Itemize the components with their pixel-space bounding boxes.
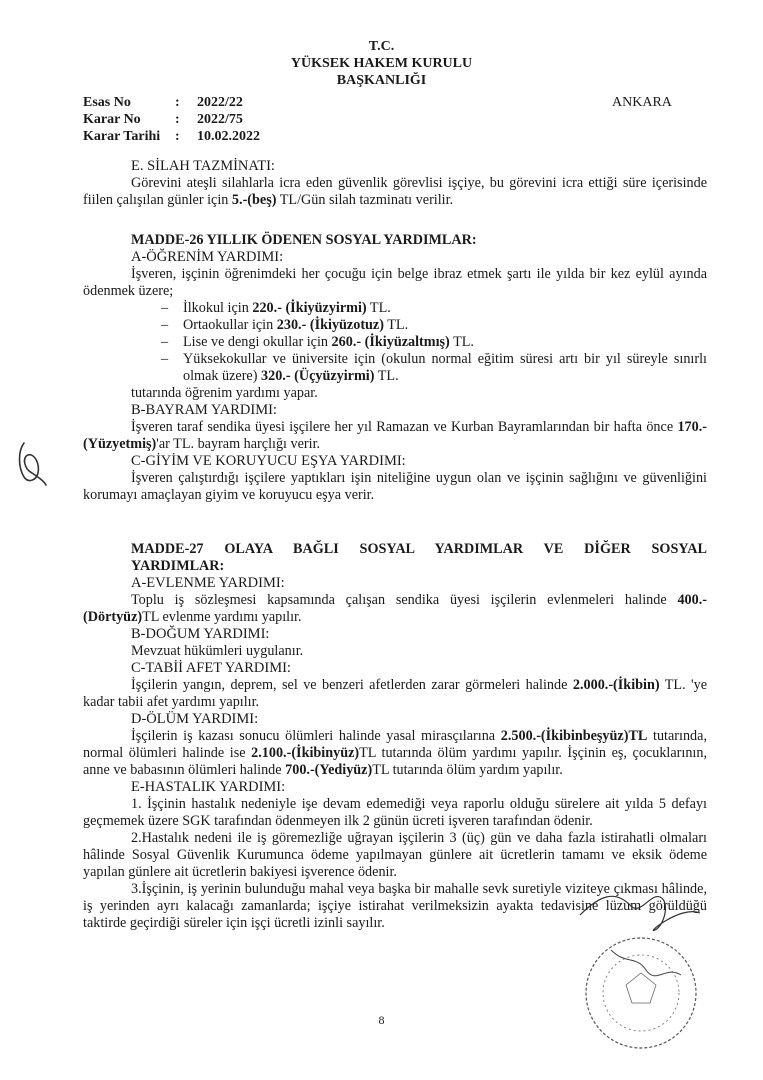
header-tc: T.C. — [368, 39, 395, 54]
silah-text-2: TL/Gün silah tazminatı verilir. — [276, 192, 454, 208]
ogrenim-list — [83, 300, 707, 385]
header-department: BAŞKANLIĞI — [336, 73, 427, 88]
item-text: Ortaokullar için — [183, 317, 277, 333]
item-text: İlkokul için — [183, 300, 253, 316]
list-item — [161, 334, 707, 351]
list-item — [161, 300, 707, 317]
madde-26-title: MADDE-26 YILLIK ÖDENEN SOSYAL YARDIMLAR: — [131, 232, 477, 248]
official-stamp-icon — [566, 925, 706, 1055]
afet-text-1: İşçilerin yangın, deprem, sel ve benzeri afetlerden zarar görmeleri halinde — [131, 677, 573, 693]
giyim-text: İşveren çalıştırdığı işçilere yaptıkları işin niteliğine uygun olan ve işçinin sağlığını ve güvenliğini korumayı amaçlayan giyim ve koruyucu eşya verir. — [83, 470, 707, 503]
city-label: ANKARA — [612, 95, 672, 110]
silah-paragraph — [83, 175, 707, 209]
olum-text-4: TL tutarında ölüm yardım yapılır. — [372, 762, 563, 778]
karar-label: Karar No — [83, 112, 141, 127]
olum-paragraph — [83, 728, 707, 779]
silah-text-1: Görevini ateşli silahlarla icra eden güvenlik görevlisi işçiye, bu görevini icra ettiği süre içerisinde fiilen çalışılan günler için — [83, 175, 707, 208]
dogum-text: Mevzuat hükümleri uygulanır. — [131, 643, 304, 659]
list-item — [161, 317, 707, 334]
ogrenim-text: İşveren, işçinin öğrenimdeki her çocuğu için belge ibraz etmek şartı ile yılda bir kez eylül ayında ödenmek üzere; — [83, 266, 707, 299]
item-text: Yüksekokullar ve üniversite için (okulun normal eğitim süresi artı bir yıl süreyle sınırlı olmak üzere) — [183, 351, 707, 384]
handwritten-initial-icon — [16, 437, 48, 487]
afet-amount: 2.000.-(İkibin) — [572, 677, 660, 693]
hastalik-item-1: 1. İşçinin hastalık nedeniyle işe devam edemediği veya raporlu olduğu sürelere ait yılda 5 defayı geçmemek üzere SGK tarafından ödenmeyen ilk 2 günün ücreti işveren tarafından ödenir. — [83, 796, 707, 829]
page-number: 8 — [378, 1013, 385, 1027]
evlenme-text-1: Toplu iş sözleşmesi kapsamında çalışan sendika üyesi işçilerin evlenmeleri halinde — [131, 592, 678, 608]
olum-text-2: tutarında, normal ölümleri halinde ise — [83, 728, 707, 761]
item-amount: 230.- (İkiyüzotuz) — [276, 317, 384, 333]
hastalik-item-2: 2.Hastalık nedeni ile iş göremezliğe uğrayan işçilerin 3 (üç) gün ve daha fazla istirahatli olmaları hâlinde Sosyal Güvenlik Kurumunca ödeme yapılmayan günlere ait ücretlerin tamamı ve eksik ödeme yapılan günlere ait ücretlerin bakiyesi işverence ödenir. — [83, 830, 707, 880]
item-amount: 220.- (İkiyüzyirmi) — [252, 300, 367, 316]
item-unit: TL. — [383, 317, 409, 333]
giyim-title: C-GİYİM VE KORUYUCU EŞYA YARDIMI: — [131, 453, 406, 469]
esas-label: Esas No — [83, 95, 131, 110]
tarih-label: Karar Tarihi — [83, 129, 161, 144]
ogrenim-title: A-ÖĞRENİM YARDIMI: — [131, 249, 284, 265]
karar-value: 2022/75 — [197, 112, 243, 127]
item-amount: 260.- (İkiyüzaltmış) — [331, 334, 450, 350]
bayram-amount: 170.-(Yüzyetmiş) — [83, 419, 707, 452]
item-unit: TL. — [374, 368, 399, 384]
silah-section — [83, 158, 707, 209]
olum-amount-1: 2.500.-(İkibinbeşyüz)TL — [500, 728, 648, 744]
madde-27-section — [83, 541, 707, 932]
olum-amount-2: 2.100.-(İkibinyüz) — [251, 745, 360, 761]
silah-amount: 5.-(beş) — [231, 192, 277, 208]
olum-amount-3: 700.-(Yediyüz) — [285, 762, 373, 778]
item-amount: 320.- (Üçyüzyirmi) — [261, 368, 375, 384]
karar-colon: : — [175, 112, 180, 127]
madde-27-title-line2: YARDIMLAR: — [131, 558, 225, 574]
evlenme-title: A-EVLENME YARDIMI: — [131, 575, 285, 591]
evlenme-paragraph — [83, 592, 707, 626]
header-institution: YÜKSEK HAKEM KURULU — [290, 56, 473, 71]
tarih-value: 10.02.2022 — [197, 129, 260, 144]
ogrenim-end: tutarında öğrenim yardımı yapar. — [131, 385, 318, 401]
bayram-text-1: İşveren taraf sendika üyesi işçilere her yıl Ramazan ve Kurban Bayramlarından bir hafta önce — [131, 419, 678, 435]
madde-27-title-line1: MADDE-27 OLAYA BAĞLI SOSYAL YARDIMLAR VE DİĞER SOSYAL — [131, 541, 707, 557]
item-unit: TL. — [449, 334, 474, 350]
afet-text-2: TL. 'ye kadar tabii afet yardımı yapılır. — [83, 677, 707, 710]
afet-title: C-TABİİ AFET YARDIMI: — [131, 660, 291, 676]
olum-title: D-ÖLÜM YARDIMI: — [131, 711, 259, 727]
item-unit: TL. — [366, 300, 391, 316]
hastalik-title: E-HASTALIK YARDIMI: — [131, 779, 286, 795]
tarih-colon: : — [175, 129, 180, 144]
evlenme-text-2: TL evlenme yardımı yapılır. — [142, 609, 302, 625]
bayram-paragraph — [83, 419, 707, 453]
afet-paragraph — [83, 677, 707, 711]
bayram-text-2: 'ar TL. bayram harçlığı verir. — [156, 436, 321, 452]
madde-26-section — [83, 232, 707, 504]
silah-title: E. SİLAH TAZMİNATI: — [131, 158, 275, 174]
esas-colon: : — [175, 95, 180, 110]
dogum-title: B-DOĞUM YARDIMI: — [131, 626, 270, 642]
hastalik-item-3: 3.İşçinin, iş yerinin bulunduğu mahal veya başka bir mahalle sevk suretiyle viziteye çıkması hâlinde, iş yerinden ayrı kalacağı zamanlarda; işçiye istirahat verilmeksizin ayakta tedavisine lüzum görüldüğü taktirde geçirdiği süreler için işçi ücretli izinli sayılır. — [83, 881, 707, 931]
evlenme-amount: 400.-(Dörtyüz) — [83, 592, 707, 625]
item-text: Lise ve dengi okullar için — [183, 334, 332, 350]
olum-text-3: TL tutarında ölüm yardımı yapılır. İşçinin eş, çocuklarının, anne ve babasının ölümleri halinde — [83, 745, 707, 778]
esas-value: 2022/22 — [197, 95, 243, 110]
list-item — [161, 351, 707, 385]
bayram-title: B-BAYRAM YARDIMI: — [131, 402, 277, 418]
olum-text-1: İşçilerin iş kazası sonucu ölümleri halinde yasal mirasçılarına — [131, 728, 501, 744]
